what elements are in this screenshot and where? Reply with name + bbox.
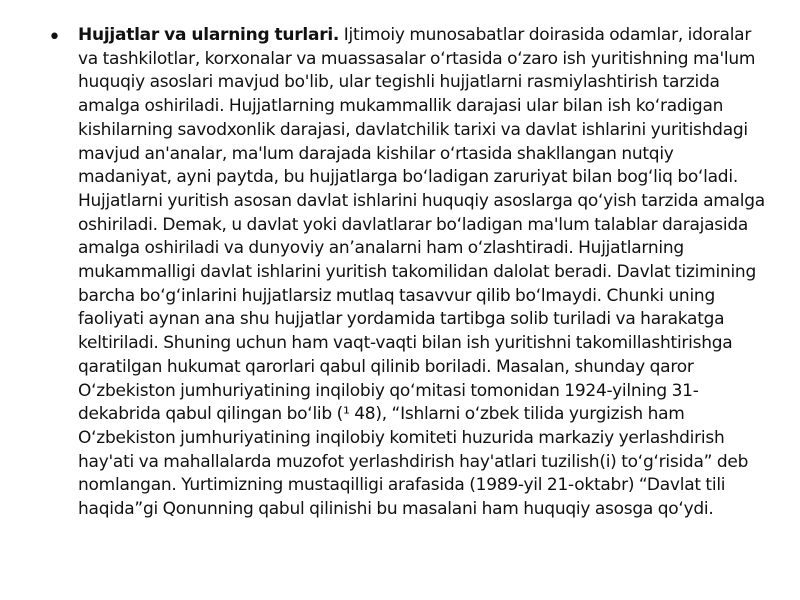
paragraph-body: Ijtimoiy munosabatlar doirasida odamlar, idoralar va tashkilotlar, korxonalar va muassasalar o‘rtasida o‘zaro ish yuritishning ma'lum huquqiy asoslari mavjud bo'lib, ular tegishli hujjatlarni rasmiylashtirish tarzida amalga oshiriladi. Hujjatlarning mukammallik darajasi ular bilan ish ko‘radigan kishilarning savodxonlik darajasi, davlatchilik tarixi va davlat ishlarini yuritishdagi mavjud an'analar, ma'lum darajada kishilar o‘rtasida shakllangan nutqiy madaniyat, ayni paytda, bu hujjatlarga bo‘ladigan zaruriyat bilan bog‘liq bo‘ladi. Hujjatlarni yuritish asosan davlat ishlarini huquqiy asoslarga qo‘yish tarzida amalga oshiriladi. Demak, u davlat yoki davlatlarar bo‘ladigan ma'lum talablar darajasida amalga oshiriladi va dunyoviy an’analarni ham o‘zlashtiradi. Hujjatlarning mukammalligi davlat ishlarini yuritish takomilidan dalolat beradi. Davlat tizimining barcha bo‘g‘inlarini hujjatlarsiz mutlaq tasavvur qilib bo‘lmaydi. Chunki uning faoliyati aynan ana shu hujjatlar yordamida tartibga solib turiladi va harakatga keltiriladi. Shuning uchun ham vaqt-vaqti bilan ish yuritishni takomillashtirishga qaratilgan hukumat qarorlari qabul qilinib boriladi. Masalan, shunday qaror O‘zbekiston jumhuriyatining inqilobiy qo‘mitasi tomonidan 1924-yilning 31-dekabrida qabul qilingan bo‘lib (¹ 48), “Ishlarni o‘zbek tilida yurgizish ham O‘zbekiston jumhuriyatining inqilobiy komiteti huzurida markaziy yerlashdirish hay'ati va mahallalarda muzofot yerlashdirish hay'atlari tuzilish(i) to‘g‘risida” deb nomlangan. Yurtimizning mustaqilligi arafasida (1989-yil 21-oktabr) “Davlat tili haqida”gi Qonunning qabul qilinishi bu masalani ham huquqiy asosga qo‘ydi. <box>78 25 765 520</box>
paragraph-heading: Hujjatlar va ularning turlari. <box>78 25 340 45</box>
bullet-paragraph <box>78 24 768 522</box>
bullet-dot-icon: • <box>48 25 61 50</box>
bullet-item <box>48 24 768 522</box>
